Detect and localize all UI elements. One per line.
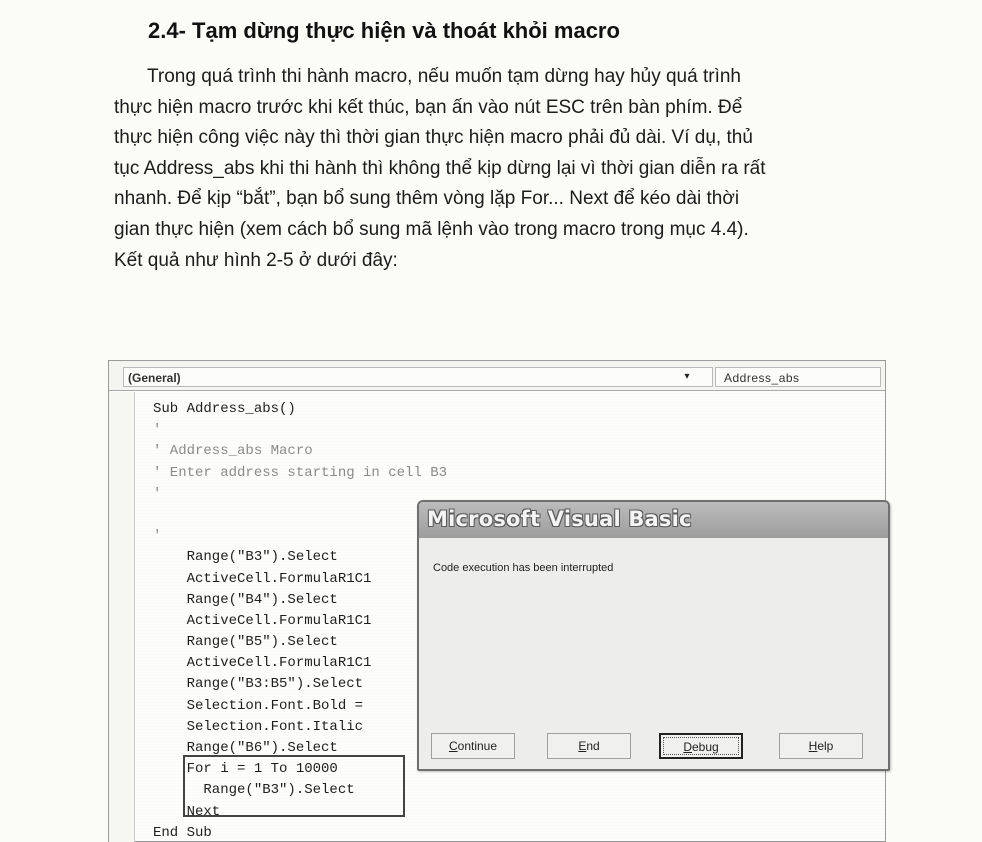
paragraph-line: Kết quả như hình 2-5 ở dưới đây: xyxy=(114,249,398,271)
code-line xyxy=(153,505,447,526)
chevron-down-icon[interactable]: ▾ xyxy=(684,371,690,382)
section-heading: 2.4- Tạm dừng thực hiện và thoát khỏi macro xyxy=(148,18,620,43)
paragraph-line: Trong quá trình thi hành macro, nếu muốn tạm dừng hay hủy quá trình xyxy=(147,66,741,87)
code-line: ActiveCell.FormulaR1C1 xyxy=(153,655,372,672)
code-line: Range("B6").Select xyxy=(153,740,338,756)
end-button[interactable] xyxy=(547,733,631,759)
body-paragraph xyxy=(114,62,944,276)
code-comment-line: ' xyxy=(153,422,162,439)
debug-mnemonic: D xyxy=(683,740,692,754)
code-line: ActiveCell.FormulaR1C1 xyxy=(153,570,372,587)
procedure-combo[interactable]: Address_abs xyxy=(715,367,881,387)
continue-mnemonic: C xyxy=(448,739,458,753)
code-line: Range("B3:B5").Select xyxy=(153,676,364,693)
help-button[interactable] xyxy=(779,733,863,759)
code-line: Range("B3").Select xyxy=(153,782,355,799)
object-combo[interactable]: (General) xyxy=(123,367,713,387)
code-line: End Sub xyxy=(153,824,212,841)
debug-button[interactable] xyxy=(659,733,743,759)
code-comment-line: ' xyxy=(153,485,162,502)
code-window-toolbar xyxy=(109,361,885,391)
paragraph-line: gian thực hiện (xem cách bổ sung mã lệnh vào trong macro trong mục 4.4). xyxy=(114,218,749,240)
continue-button[interactable] xyxy=(431,733,515,759)
code-line: Range("B3").Select xyxy=(153,549,338,566)
code-line: Selection.Font.Bold = xyxy=(153,697,364,714)
code-line: Sub Address_abs() xyxy=(153,401,296,417)
paragraph-line: thực hiện công việc này thì thời gian thực hiện macro phải đủ dài. Ví dụ, thủ xyxy=(114,127,753,149)
dialog-message: Code execution has been interrupted xyxy=(433,562,614,574)
code-comment-line: ' xyxy=(153,528,162,545)
code-line: Selection.Font.Italic xyxy=(153,718,364,735)
for-next-highlight-box xyxy=(183,755,405,817)
end-mnemonic: E xyxy=(578,739,587,753)
code-line: Range("B5").Select xyxy=(153,634,338,651)
paragraph-line: nhanh. Để kịp “bắt”, bạn bổ sung thêm vòng lặp For... Next để kéo dài thời xyxy=(114,188,740,210)
code-line: ActiveCell.FormulaR1C1 xyxy=(153,612,372,629)
code-line: For i = 1 To 10000 xyxy=(153,761,338,778)
paragraph-line: thực hiện macro trước khi kết thúc, bạn ấn vào nút ESC trên bàn phím. Để xyxy=(114,96,743,118)
dialog-title: Microsoft Visual Basic xyxy=(419,502,888,538)
interrupt-dialog xyxy=(417,500,890,771)
code-comment-line: ' Enter address starting in cell B3 xyxy=(153,464,448,481)
code-line: Range("B4").Select xyxy=(153,591,338,608)
code-line: Next xyxy=(153,803,221,820)
margin-indicator-bar xyxy=(109,392,135,842)
code-comment-line: ' Address_abs Macro xyxy=(153,443,313,460)
continue-label: ontinue xyxy=(457,739,498,753)
help-mnemonic: H xyxy=(808,739,818,753)
debug-label: ebug xyxy=(691,740,719,754)
help-label: elp xyxy=(817,739,834,753)
end-label: nd xyxy=(586,739,600,753)
paragraph-line: tục Address_abs khi thi hành thì không thể kịp dừng lại vì thời gian diễn ra rất xyxy=(114,157,766,179)
